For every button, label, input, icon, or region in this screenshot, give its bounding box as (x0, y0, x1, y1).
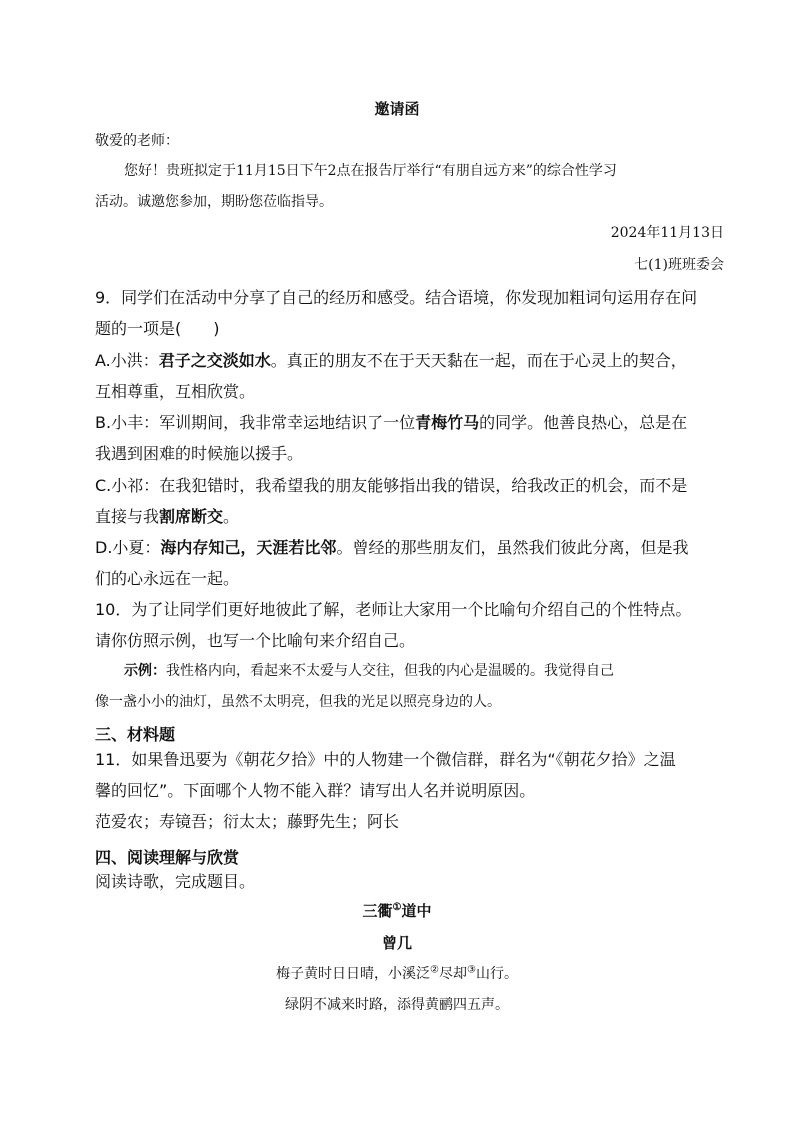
q9-option-a-line2: 互相尊重，互相欣赏。 (95, 382, 256, 401)
section3-heading: 三、材料题 (95, 725, 176, 744)
invitation-date: 2024年11月13日 (610, 225, 724, 241)
q9-option-c-bold: 割席断交 (159, 507, 224, 526)
q11-people: 范爱农；寿镜吾；衍太太；藤野先生；阿长 (95, 812, 400, 831)
q9-option-b: B.小丰：军训期间，我非常幸运地结识了一位青梅竹马的同学。他善良热心，总是在 (95, 413, 688, 432)
invitation-body-line2: 活动。诚邀您参加，期盼您莅临指导。 (95, 194, 333, 210)
q9-option-d-bold: 海内存知己，天涯若比邻 (160, 538, 337, 557)
poem-line2: 绿阴不减来时路，添得黄鹂四五声。 (285, 997, 509, 1013)
footnote-marker-3: ③ (467, 964, 476, 976)
poem-title: 三衢①道中 (362, 902, 432, 920)
q9-option-b-bold: 青梅竹马 (415, 413, 480, 432)
q9-option-a: A.小洪：君子之交淡如水。真正的朋友不在于天天黏在一起，而在于心灵上的契合， (95, 351, 687, 370)
q10-stem-line1: 10．为了让同学们更好地彼此了解，老师让大家用一个比喻句介绍自己的个性特点。 (95, 600, 692, 619)
q9-option-c: C.小祁：在我犯错时，我希望我的朋友能够指出我的错误，给我改正的机会，而不是 (95, 476, 688, 495)
q10-example-label: 示例： (124, 663, 166, 679)
poem-author: 曾几 (381, 934, 412, 952)
section4-heading: 四、阅读理解与欣赏 (95, 848, 240, 867)
q9-option-d-line2: 们的心永远在一起。 (95, 569, 240, 588)
q11-line2: 馨的回忆”。下面哪个人物不能入群？请写出人名并说明原因。 (95, 781, 536, 800)
q9-option-c-line2: 直接与我割席断交。 (95, 507, 240, 526)
q9-option-d: D.小夏：海内存知己，天涯若比邻。曾经的那些朋友们，虽然我们彼此分离，但是我 (95, 538, 689, 557)
section4-instruction: 阅读诗歌，完成题目。 (95, 872, 256, 891)
invitation-signature: 七(1)班班委会 (634, 257, 724, 273)
poem-line1: 梅子黄时日日晴，小溪泛②尽却③山行。 (276, 964, 518, 982)
q9-stem-line1: 9．同学们在活动中分享了自己的经历和感受。结合语境，你发现加粗词句运用存在问 (95, 288, 698, 307)
invitation-title: 邀请函 (374, 100, 420, 118)
footnote-marker-1: ① (392, 902, 402, 913)
q9-option-a-bold: 君子之交淡如水 (158, 351, 271, 370)
q9-option-b-line2: 我遇到困难的时候施以援手。 (95, 444, 304, 463)
q10-example-line1: 示例：我性格内向，看起来不太爱与人交往，但我的内心是温暖的。我觉得自己 (124, 663, 614, 679)
footnote-marker-2: ② (430, 964, 439, 976)
q10-example-line2: 像一盏小小的油灯，虽然不太明亮，但我的光足以照亮身边的人。 (95, 694, 501, 710)
invitation-salutation: 敬爱的老师： (95, 133, 179, 149)
q11-line1: 11．如果鲁迅要为《朝花夕拾》中的人物建一个微信群，群名为“《朝花夕拾》之温 (95, 750, 676, 769)
invitation-body-line1: 您好！贵班拟定于11月15日下午2点在报告厅举行“有朋自远方来”的综合性学习 (124, 163, 617, 179)
q10-stem-line2: 请你仿照示例，也写一个比喻句来介绍自己。 (95, 631, 416, 650)
q9-stem-line2: 题的一项是( ) (95, 319, 220, 338)
